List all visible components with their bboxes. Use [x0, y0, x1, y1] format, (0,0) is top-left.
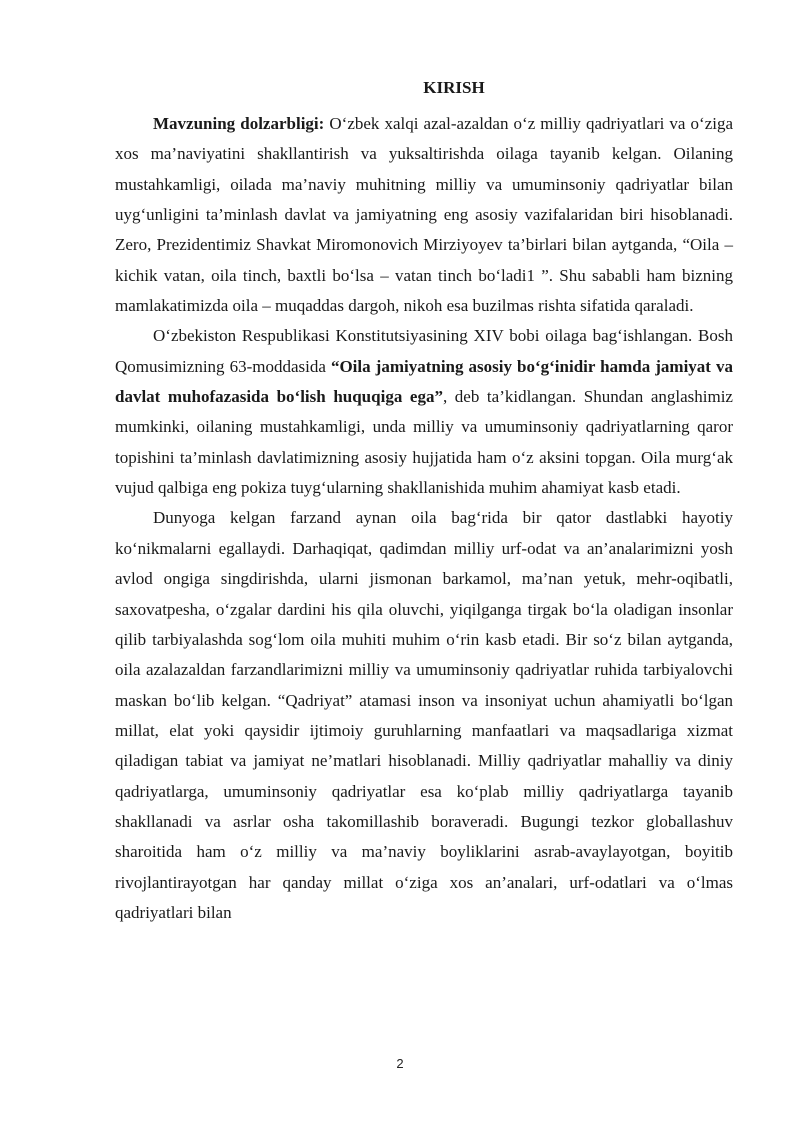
section-heading: KIRISH [423, 78, 485, 97]
constitution-quote: “Oila jamiyatning asosiy bo‘g‘inidir hamda jamiyat va davlat muhofazasida bo‘lish huquqiga ega” [115, 356, 733, 407]
paragraph-lead: Mavzuning dolzarbligi: [153, 114, 325, 133]
paragraph-text: Dunyoga kelgan farzand aynan oila bag‘rida bir qator dastlabki hayotiy ko‘nikmalarni egallaydi. Darhaqiqat, qadimdan milliy urf-odat va an’analarimizni yosh avlod ongiga singdirishda, ularni jismonan barkamol, ma’nan yetuk, mehr-oqibatli, saxovatpesha, o‘zgalar dardini his qila oluvchi, yiqilganga tirgak bo‘la oladigan insonlar qilib tarbiyalashda sog‘lom oila muhiti muhim o‘rin kasb etadi. Bir so‘z bilan aytganda, oila azalazaldan farzandlarimizni milliy va umuminsoniy qadriyatlar ruhida tarbiyalovchi maskan bo‘lib kelgan. “Qadriyat” atamasi inson va insoniyat uchun ahamiyatli bo‘lgan millat, elat yoki qaysidir ijtimoiy guruhlarning manfaatlari va maqsadlariga xizmat qiladigan tabiat va jamiyat ne’matlari hisoblanadi. Milliy qadriyatlar mahalliy va diniy qadriyatlarga, umuminsoniy qadriyatlar esa ko‘plab milliy qadriyatlarga tayanib shakllanadi va asrlar osha takomillashib boraveradi. Bugungi tezkor globallashuv sharoitida ham o‘z milliy va ma’naviy boyliklarini asrab-avaylayotgan, boyitib rivojlantirayotgan har qanday millat o‘ziga xos an’analari, urf-odatlari va o‘lmas qadriyatlari bilan [115, 508, 733, 922]
paragraph-relevance [115, 109, 733, 321]
page-content [115, 73, 733, 928]
paragraph-text-before: O‘zbekiston Respublikasi Konstitutsiyasining XIV bobi oilaga bag‘ishlangan. Bosh Qomusimizning 63-moddasida [115, 326, 733, 376]
paragraph-text: O‘zbek xalqi azal-azaldan o‘z milliy qadriyatlari va o‘ziga xos ma’naviyatini shakllantirish va yuksaltirishda oilaga tayanib kelgan. Oilaning mustahkamligi, oilada ma’naviy muhitning milliy va umuminsoniy qadriyatlar bilan uyg‘unligini ta’minlash davlat va jamiyatning eng asosiy vazifalaridan biri hisoblanadi. Zero, Prezidentimiz Shavkat Miromonovich Mirziyoyev ta’birlari bilan aytganda, “Oila –kichik vatan, oila tinch, baxtli bo‘lsa – vatan tinch bo‘ladi1 ”. Shu sababli ham bizning mamlakatimizda oila – muqaddas dargoh, nikoh esa buzilmas rishta sifatida qaraladi. [115, 114, 734, 316]
paragraph-values [115, 503, 733, 928]
page-number: 2 [396, 1056, 404, 1071]
paragraph-constitution [115, 321, 733, 503]
paragraph-text-after: , deb ta’kidlangan. Shundan anglashimiz mumkinki, oilaning mustahkamligi, unda milliy va umuminsoniy qadriyatlarning qaror topishini ta’minlash davlatimizning asosiy hujjatida ham o‘z aksini topgan. Oila murg‘ak vujud qalbiga eng pokiza tuyg‘ularning shakllanishida muhim ahamiyat kasb etadi. [115, 387, 733, 498]
